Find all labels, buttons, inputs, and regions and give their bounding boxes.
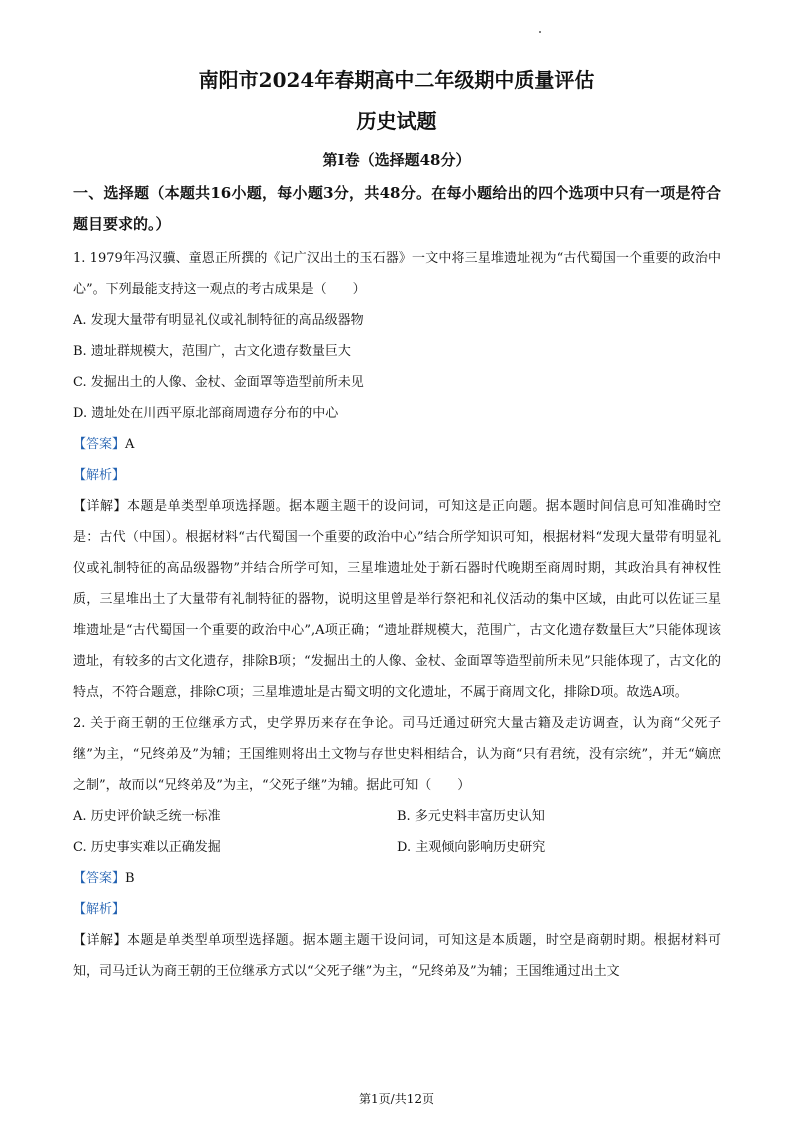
options-row-1 xyxy=(73,801,721,832)
option-a: A. 发现大量带有明显礼仪或礼制特征的高品级器物 xyxy=(73,313,364,328)
answer-line xyxy=(73,429,721,460)
answer-value: A xyxy=(125,437,135,452)
volume-title: 第Ⅰ卷（选择题48分） xyxy=(322,151,471,169)
detail-paragraph xyxy=(73,491,721,708)
question-2 xyxy=(73,708,721,987)
option-d: D. 主观倾向影响历史研究 xyxy=(397,840,546,855)
answer-label: 【答案】 xyxy=(73,437,126,452)
option-a: A. 历史评价缺乏统一标准 xyxy=(73,809,221,824)
option-c: C. 发掘出土的人像、金杖、金面罩等造型前所未见 xyxy=(73,375,364,390)
options-row-2 xyxy=(73,832,721,863)
option-c: C. 历史事实难以正确发掘 xyxy=(73,840,221,855)
document-body xyxy=(73,178,721,987)
analysis-label: 【解析】 xyxy=(73,468,126,483)
detail-text: 本题是单类型单项型选择题。据本题主题干设问词，可知这是本质题，时空是商朝时期。根据材料可知，司马迁认为商王朝的王位继承方式以“父死子继”为主，“兄终弟及”为辅；王国维通过出土文 xyxy=(73,933,721,979)
detail-text: 本题是单类型单项选择题。据本题主题干的设问词，可知这是正向题。据本题时间信息可知准确时空是：古代（中国）。根据材料“古代蜀国一个重要的政治中心”结合所学知识可知，根据材料“发现大量带有明显礼仪或礼制特征的高品级器物”并结合所学可知，三星堆遗址处于新石器时代晚期至商周时期，其政治具有神权性质，三星堆出土了大量带有礼制特征的器物，说明这里曾是举行祭祀和礼仪活动的集中区域，由此可以佐证三星堆遗址是“古代蜀国一个重要的政治中心”,A项正确；“遗址群规模大，范围广，古文化遗存数量巨大”只能体现该遗址，有较多的古文化遗存，排除B项；“发掘出土的人像、金杖、金面罩等造型前所未见”只能体现了，古文化的特点，不符合题意，排除C项；三星堆遗址是古蜀文明的文化遗址，不属于商周文化，排除D项。故选A项。 xyxy=(73,499,721,700)
option-d: D. 遗址处在川西平原北部商周遗存分布的中心 xyxy=(73,406,339,421)
answer-value: B xyxy=(125,871,135,886)
question-1 xyxy=(73,243,721,708)
exam-title: 南阳市2024年春期高中二年级期中质量评估 xyxy=(198,68,595,92)
answer-label: 【答案】 xyxy=(73,871,126,886)
scan-dot xyxy=(539,31,541,33)
detail-label: 【详解】 xyxy=(73,933,128,948)
option-b: B. 多元史料丰富历史认知 xyxy=(397,809,545,824)
answer-line xyxy=(73,863,721,894)
question-stem: 2. 关于商王朝的王位继承方式，史学界历来存在争论。司马迁通过研究大量古籍及走访调查，认为商“父死子继”为主，“兄终弟及”为辅；王国维则将出土文物与存世史料相结合，认为商“只有君统，没有宗统”，并无“嫡庶之制”，故而以“兄终弟及”为主，“父死子继”为辅。据此可知（ ） xyxy=(73,716,721,793)
section-heading: 一、选择题（本题共16小题，每小题3分，共48分。在每小题给出的四个选项中只有一项是符合题目要求的。） xyxy=(73,184,721,233)
option-b: B. 遗址群规模大，范围广，古文化遗存数量巨大 xyxy=(73,344,351,359)
detail-label: 【详解】 xyxy=(73,499,128,514)
question-stem: 1. 1979年冯汉骥、童恩正所撰的《记广汉出土的玉石器》一文中将三星堆遗址视为“古代蜀国一个重要的政治中心”。下列最能支持这一观点的考古成果是（ ） xyxy=(73,251,721,297)
detail-paragraph xyxy=(73,925,721,987)
subject-title: 历史试题 xyxy=(356,109,437,133)
analysis-label: 【解析】 xyxy=(73,902,126,917)
page-number: 第1页/共12页 xyxy=(359,1092,434,1106)
